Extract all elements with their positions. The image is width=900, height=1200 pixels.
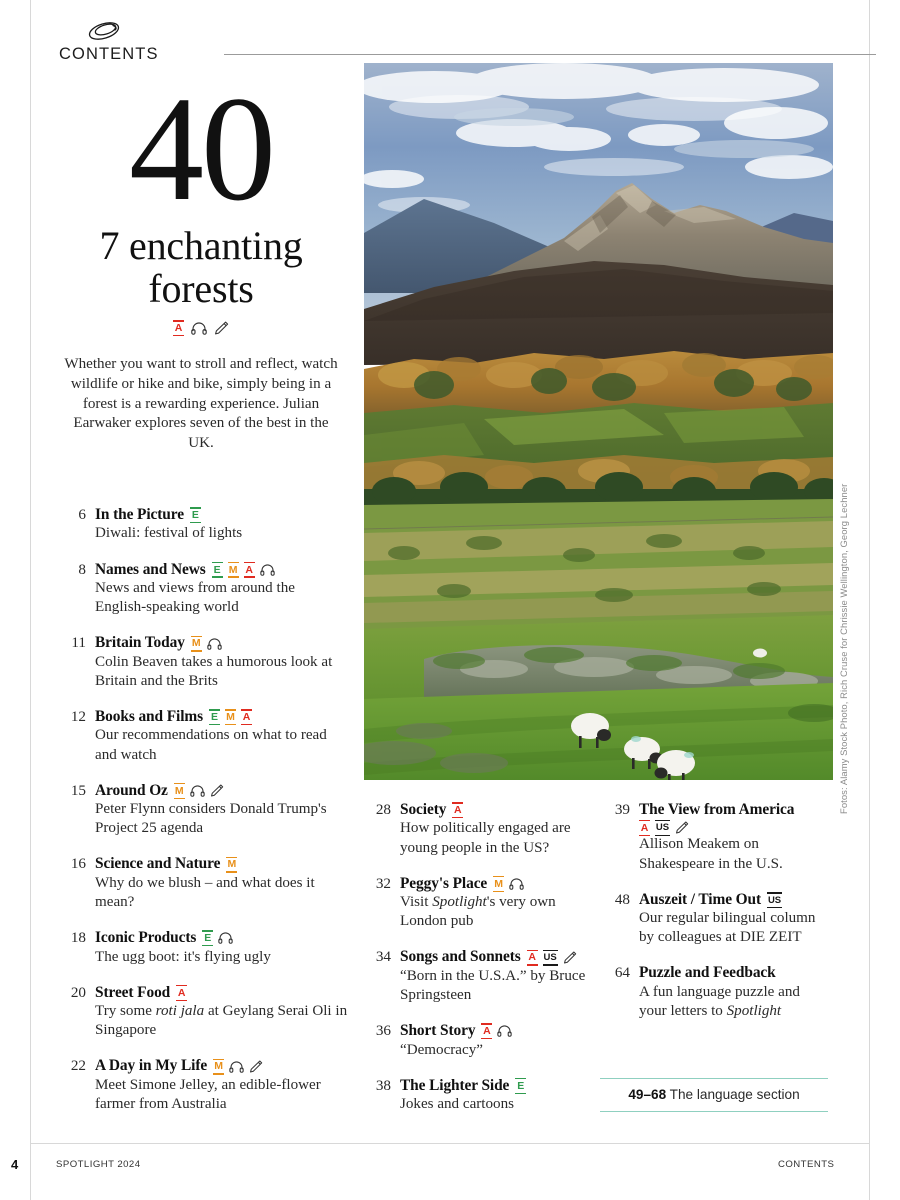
toc-badges	[767, 894, 782, 907]
page-frame-right-rule	[869, 0, 870, 1200]
toc-description: Jokes and cartoons	[400, 1096, 515, 1113]
page-header	[56, 16, 846, 66]
us-english-badge: US	[655, 822, 670, 834]
level-badge-easy: E	[517, 1079, 525, 1092]
toc-description: Our regular bilingual column by colleagues at DIE ZEIT	[639, 910, 816, 946]
level-badge-advanced: A	[483, 1025, 491, 1038]
list-item[interactable]	[361, 1076, 593, 1115]
level-badge-advanced: A	[454, 804, 462, 816]
toc-page-number: 48	[614, 890, 630, 908]
list-item[interactable]	[56, 781, 348, 839]
headphones-icon	[229, 1061, 244, 1073]
toc-badges	[515, 1079, 526, 1092]
toc-title	[639, 963, 828, 982]
toc-description: Diwali: festival of lights	[95, 525, 243, 542]
toc-title-text: Auszeit / Time Out	[639, 890, 762, 908]
list-item[interactable]	[56, 707, 348, 765]
headphones-icon	[260, 564, 275, 576]
toc-title	[95, 633, 348, 652]
level-badge-medium: M	[494, 877, 504, 890]
toc-badges	[481, 1025, 512, 1038]
list-item[interactable]	[56, 560, 348, 618]
list-item[interactable]	[56, 1056, 348, 1114]
toc-badges	[639, 821, 828, 834]
page-frame-left-rule	[30, 0, 31, 1200]
toc-title	[95, 505, 348, 524]
toc-description: “Born in the U.S.A.” by Bruce Springsteen	[400, 967, 586, 1003]
us-english-badge: US	[543, 951, 557, 963]
toc-title	[400, 1076, 593, 1095]
level-badge-easy: E	[213, 563, 221, 576]
footer-issue-label: SPOTLIGHT 2024	[56, 1159, 141, 1170]
level-badge-easy: E	[191, 509, 199, 521]
toc-title-text: Science and Nature	[95, 855, 221, 873]
toc-page-number: 36	[375, 1022, 391, 1040]
toc-title-text: Around Oz	[95, 781, 168, 799]
toc-title	[400, 947, 593, 966]
toc-description: News and views from around the English-speaking world	[95, 579, 295, 616]
toc-title	[95, 854, 348, 873]
list-item[interactable]	[600, 890, 828, 948]
toc-title	[95, 983, 348, 1002]
header-divider	[224, 54, 876, 55]
toc-title-text: A Day in My Life	[95, 1057, 208, 1075]
list-item[interactable]	[56, 633, 348, 691]
level-badge-advanced: A	[640, 821, 649, 834]
language-section-label: The language section	[669, 1087, 800, 1102]
level-badge-easy: E	[210, 711, 218, 723]
toc-badges	[202, 932, 233, 945]
level-badge-advanced: A	[242, 711, 251, 723]
level-badge-medium: M	[226, 711, 235, 723]
list-item[interactable]	[361, 874, 593, 932]
feature-title-line2: forests	[148, 266, 254, 312]
toc-page-number: 20	[70, 983, 86, 1001]
feature-photo	[364, 63, 833, 780]
level-badge-medium: M	[214, 1060, 223, 1073]
level-badge-medium: M	[227, 858, 237, 871]
toc-title	[400, 1021, 593, 1040]
toc-title	[639, 800, 828, 819]
toc-title-text: Peggy's Place	[400, 874, 488, 892]
list-item[interactable]	[56, 505, 348, 544]
pencil-icon	[675, 821, 689, 834]
toc-badges	[190, 509, 201, 522]
toc-description: A fun language puzzle and your letters to Spotlight	[639, 983, 800, 1019]
list-item[interactable]	[361, 800, 593, 858]
list-item[interactable]	[361, 1021, 593, 1060]
toc-title	[95, 928, 348, 947]
toc-badges	[527, 951, 577, 964]
toc-page-number: 11	[71, 634, 86, 652]
language-section-range: 49–68	[628, 1087, 667, 1102]
toc-title-text: In the Picture	[95, 506, 184, 523]
toc-column-1	[56, 505, 348, 1130]
toc-title	[95, 1056, 348, 1075]
headphones-icon	[218, 932, 233, 944]
toc-description: The ugg boot: it's flying ugly	[95, 948, 271, 965]
toc-page-number: 34	[375, 948, 391, 966]
footer-section-label: CONTENTS	[778, 1159, 835, 1170]
toc-description: Allison Meakem on Shakespeare in the U.S.	[639, 836, 783, 872]
toc-description: Visit Spotlight's very own London pub	[400, 894, 556, 930]
level-badge-easy: E	[204, 932, 212, 945]
level-badge-advanced: A	[528, 951, 536, 964]
toc-page-number: 18	[70, 929, 86, 947]
toc-page-number: 28	[375, 801, 391, 818]
toc-description: Peter Flynn considers Donald Trump's Project 25 agenda	[95, 801, 327, 837]
headphones-icon	[190, 785, 205, 797]
toc-badges	[452, 804, 463, 817]
toc-title	[400, 800, 593, 819]
pencil-icon	[249, 1060, 263, 1073]
page-title: CONTENTS	[59, 45, 159, 63]
toc-page-number: 64	[614, 964, 630, 982]
toc-title	[639, 890, 828, 909]
toc-title-text: Short Story	[400, 1022, 476, 1040]
toc-badges	[213, 1060, 263, 1073]
toc-column-2	[361, 800, 593, 1130]
toc-title-text: Iconic Products	[95, 929, 197, 947]
toc-page-number: 6	[78, 506, 86, 523]
headphones-icon	[497, 1025, 512, 1037]
footer-page-number: 4	[11, 1157, 19, 1172]
list-item[interactable]	[56, 854, 348, 912]
feature-block[interactable]	[56, 66, 346, 453]
toc-description: Meet Simone Jelley, an edible-flower farmer from Australia	[95, 1076, 321, 1112]
list-item[interactable]	[600, 963, 828, 1021]
toc-badges	[212, 563, 275, 576]
toc-page-number: 38	[375, 1076, 391, 1094]
toc-title	[95, 560, 348, 579]
toc-page-number: 32	[375, 874, 391, 892]
toc-page-number: 8	[78, 560, 86, 578]
feature-title	[56, 224, 346, 310]
headphones-icon	[207, 638, 222, 650]
headphones-icon	[191, 322, 207, 335]
level-badge-advanced: A	[177, 986, 186, 999]
toc-title-text: The View from America	[639, 801, 795, 818]
toc-badges	[174, 784, 224, 797]
toc-title-text: Songs and Sonnets	[400, 948, 521, 966]
level-badge-medium: M	[191, 637, 201, 650]
toc-title-text: Books and Films	[95, 708, 203, 725]
toc-description: Our recommendations on what to read and watch	[95, 727, 327, 763]
toc-page-number: 12	[70, 708, 86, 725]
pencil-icon	[563, 951, 577, 964]
toc-title-text: Britain Today	[95, 634, 185, 652]
level-badge-advanced: A	[245, 563, 253, 576]
toc-title-text: Society	[400, 801, 447, 818]
toc-badges	[226, 858, 237, 871]
list-item[interactable]	[56, 928, 348, 967]
pencil-icon	[210, 784, 224, 797]
toc-title-text: Street Food	[95, 983, 171, 1001]
feature-intro-text: Whether you want to stroll and reflect, watch wildlife or hike and bike, simply being in a forest is a rewarding experience. Julian Earwaker explores seven of the best in the UK.	[64, 356, 338, 451]
feature-page-number: 40	[129, 66, 273, 232]
toc-description: How politically engaged are young people in the US?	[400, 820, 571, 856]
toc-title	[95, 781, 348, 800]
toc-title	[400, 874, 593, 893]
level-badge-medium: M	[228, 563, 238, 576]
toc-description: Colin Beaven takes a humorous look at Britain and the Brits	[95, 653, 333, 689]
paperclip-icon	[87, 16, 121, 46]
toc-page-number: 15	[70, 781, 86, 799]
list-item[interactable]	[361, 947, 593, 1005]
toc-page-number: 16	[70, 855, 86, 873]
toc-title-text: Names and News	[95, 560, 206, 578]
photo-credit: Fotos: Alamy Stock Photo, Rich Cruse for Chrissie Wellington, Georg Lechner	[838, 483, 849, 814]
toc-column-3	[600, 800, 828, 1037]
toc-description: “Democracy”	[400, 1041, 483, 1058]
level-badge-advanced: A	[174, 322, 183, 335]
footer-divider	[31, 1143, 869, 1144]
pencil-icon	[214, 321, 229, 335]
headphones-icon	[509, 878, 524, 890]
toc-description: Why do we blush – and what does it mean?	[95, 874, 315, 910]
us-english-badge: US	[767, 894, 782, 906]
toc-title-text: The Lighter Side	[400, 1076, 510, 1094]
toc-page-number: 39	[614, 801, 630, 818]
feature-title-line1: 7 enchanting	[99, 223, 303, 268]
language-section-box[interactable]	[600, 1078, 828, 1112]
feature-badge-row	[56, 319, 346, 337]
toc-title-text: Puzzle and Feedback	[639, 964, 776, 982]
toc-badges	[176, 986, 187, 999]
toc-page-number: 22	[70, 1057, 86, 1075]
toc-badges	[493, 877, 524, 890]
toc-badges	[191, 637, 222, 650]
list-item[interactable]	[600, 800, 828, 874]
toc-badges	[209, 711, 252, 724]
toc-description: Try some roti jala at Geylang Serai Oli in Singapore	[95, 1003, 348, 1039]
level-badge-medium: M	[174, 784, 184, 797]
list-item[interactable]	[56, 983, 348, 1041]
toc-title	[95, 707, 348, 726]
